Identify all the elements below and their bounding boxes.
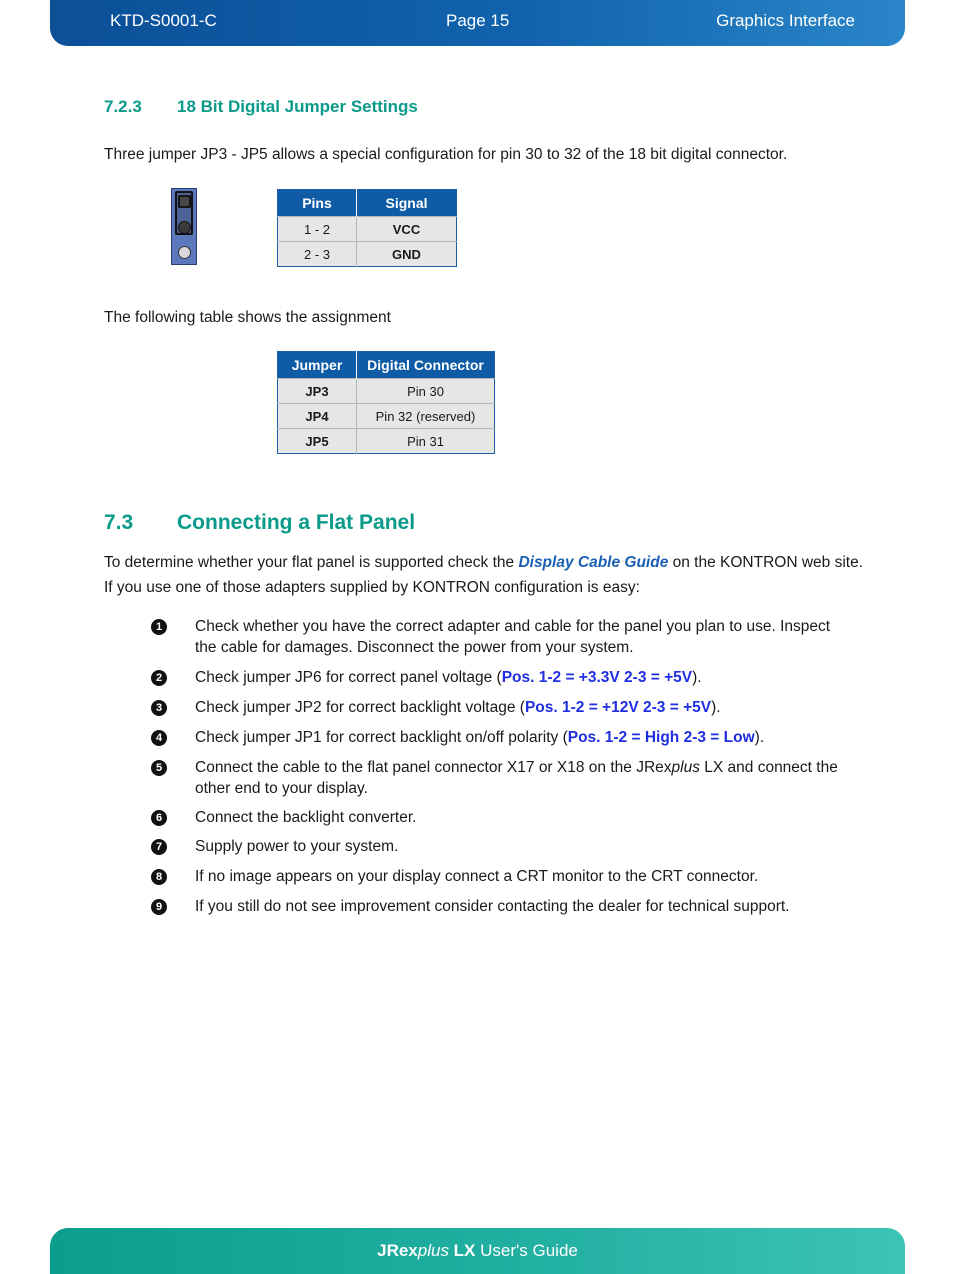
step-number-badge: 7 [151, 839, 167, 855]
step-number-badge: 1 [151, 619, 167, 635]
section-heading-7-2-3 [104, 97, 418, 117]
table-cell-pins: 1 - 2 [278, 217, 357, 242]
section-number: 7.2.3 [104, 97, 142, 116]
flat-panel-intro-line-2: If you use one of those adapters supplied by KONTRON configuration is easy: [104, 579, 640, 596]
display-cable-guide-link[interactable]: Display Cable Guide [518, 554, 669, 571]
step-text-part: LX and connect the other end to your display. [195, 759, 838, 797]
step-text [195, 697, 855, 718]
column-header-pins: Pins [278, 190, 357, 217]
step-text-part: Connect the cable to the flat panel connector X17 or X18 on the JRex [195, 759, 672, 776]
step-number-badge: 3 [151, 700, 167, 716]
column-header-jumper: Jumper [278, 352, 357, 379]
step-number-badge: 5 [151, 760, 167, 776]
step-text-part: Check jumper JP1 for correct backlight on/off polarity ( [195, 729, 568, 746]
page-header [50, 0, 905, 46]
step-text: If you still do not see improvement consider contacting the dealer for technical support. [195, 898, 790, 915]
footer-guide-text: User's Guide [475, 1241, 578, 1260]
intro-text-end: on the KONTRON web site. [668, 554, 864, 571]
step-highlight: Pos. 1-2 = +12V 2-3 = +5V [524, 699, 712, 716]
step-number-badge: 6 [151, 810, 167, 826]
step-text: If no image appears on your display connect a CRT monitor to the CRT connector. [195, 868, 759, 885]
page-number: Page 15 [446, 11, 510, 30]
table-cell-connector: Pin 31 [357, 429, 495, 454]
section-title: Connecting a Flat Panel [177, 511, 416, 534]
section-name: Graphics Interface [716, 11, 855, 30]
table-cell-pins: 2 - 3 [278, 242, 357, 267]
page-footer [50, 1228, 905, 1274]
step-text [195, 667, 855, 688]
jumper-cap [175, 191, 193, 235]
table-cell-jumper: JP4 [278, 404, 357, 429]
step-number-badge: 8 [151, 869, 167, 885]
step-number-badge: 2 [151, 670, 167, 686]
column-header-digital-connector: Digital Connector [357, 352, 495, 379]
step-text-part: ). [711, 699, 721, 716]
table-cell-connector: Pin 32 (reserved) [357, 404, 495, 429]
document-id: KTD-S0001-C [110, 11, 217, 30]
jumper-assignment-table [277, 351, 495, 454]
table-cell-jumper: JP3 [278, 379, 357, 404]
footer-model: LX [448, 1241, 476, 1260]
table-row [278, 379, 495, 404]
table-row [278, 242, 457, 267]
step-text-italic: plus [671, 759, 700, 776]
step-text [195, 727, 855, 748]
jumper-diagram [171, 188, 197, 265]
section-title: 18 Bit Digital Jumper Settings [177, 97, 418, 116]
table-cell-signal: GND [357, 242, 457, 267]
step-text: Check whether you have the correct adapter and cable for the panel you plan to use. Inspect the cable for damages. Disconnect the power from your system. [195, 618, 831, 656]
table-row [278, 429, 495, 454]
step-text [195, 757, 855, 799]
table-row [278, 404, 495, 429]
pins-signal-table [277, 189, 457, 267]
table-cell-jumper: JP5 [278, 429, 357, 454]
step-number-badge: 4 [151, 730, 167, 746]
table-cell-signal: VCC [357, 217, 457, 242]
step-highlight: Pos. 1-2 = +3.3V 2-3 = +5V [501, 669, 693, 686]
footer-title [50, 1241, 905, 1261]
intro-text: To determine whether your flat panel is supported check the [104, 554, 519, 571]
step-text-part: ). [692, 669, 702, 686]
step-text: Connect the backlight converter. [195, 809, 417, 826]
step-highlight: Pos. 1-2 = High 2-3 = Low [567, 729, 755, 746]
step-text-part: Check jumper JP6 for correct panel voltage ( [195, 669, 502, 686]
table-row [278, 217, 457, 242]
step-text-part: Check jumper JP2 for correct backlight voltage ( [195, 699, 525, 716]
jumper-pin-3 [178, 246, 191, 259]
table-cell-connector: Pin 30 [357, 379, 495, 404]
section-number: 7.3 [104, 511, 134, 534]
step-text-part: ). [754, 729, 765, 746]
assignment-intro-text: The following table shows the assignment [104, 309, 391, 326]
jumper-intro-text: Three jumper JP3 - JP5 allows a special configuration for pin 30 to 32 of the 18 bit digital connector. [104, 146, 788, 163]
footer-brand: JRex [377, 1241, 418, 1260]
footer-brand-italic: plus [417, 1241, 449, 1260]
step-number-badge: 9 [151, 899, 167, 915]
step-text: Supply power to your system. [195, 838, 399, 855]
section-heading-7-3 [104, 511, 415, 535]
flat-panel-intro-line-1 [104, 550, 863, 575]
column-header-signal: Signal [357, 190, 457, 217]
